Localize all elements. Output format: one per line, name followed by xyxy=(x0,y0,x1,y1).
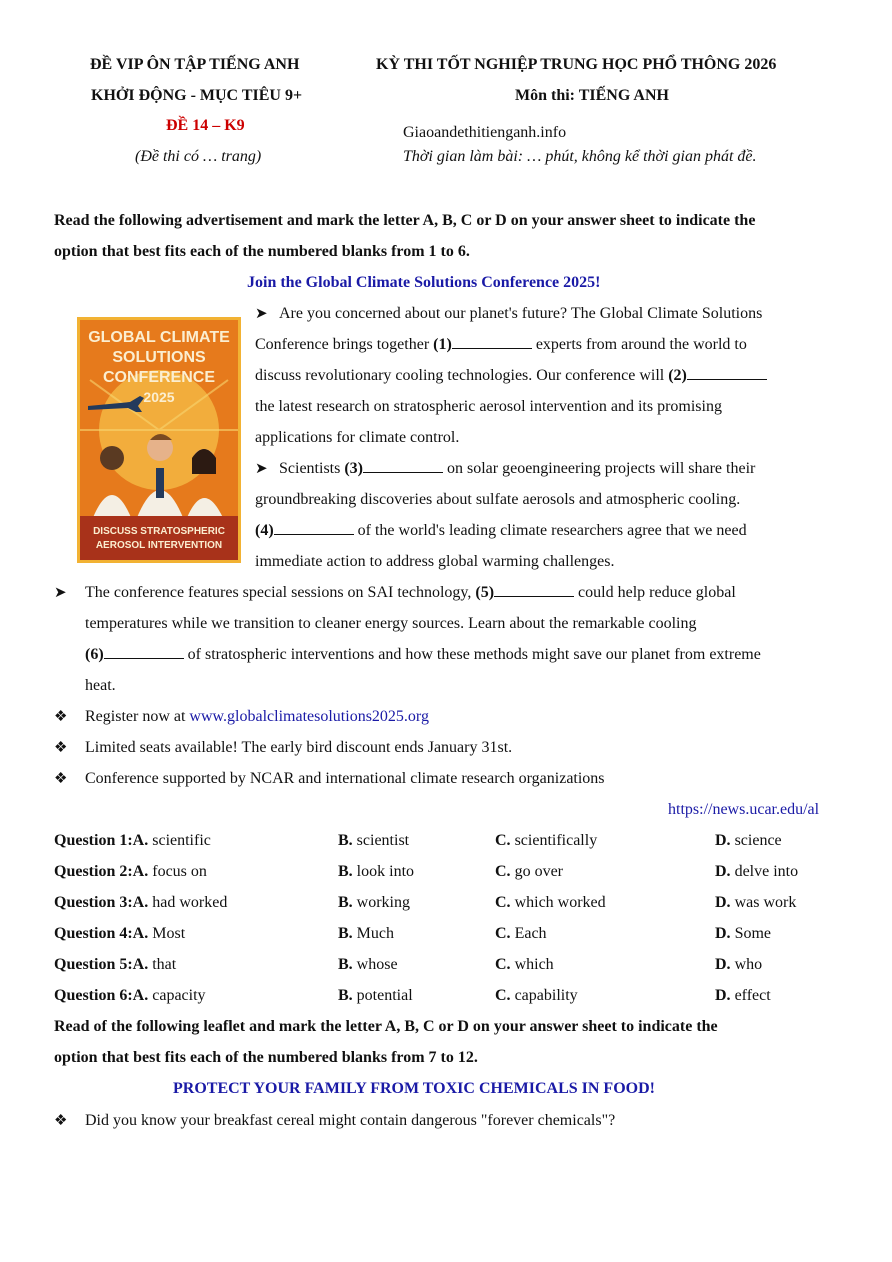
option-letter: D. xyxy=(715,832,731,849)
option-text: had worked xyxy=(152,894,228,911)
para1-line5: applications for climate control. xyxy=(255,429,460,446)
blank-5-number: (5) xyxy=(475,584,495,601)
option-text: Most xyxy=(152,925,186,942)
option-letter: A. xyxy=(132,925,149,942)
question-1-option-b[interactable] xyxy=(338,825,409,856)
diamond-bullet-icon: ❖ xyxy=(54,709,68,725)
para2-line2: groundbreaking discoveries about sulfate aerosols and atmospheric cooling. xyxy=(255,491,741,508)
option-text: which xyxy=(514,956,554,973)
option-letter: C. xyxy=(495,987,511,1004)
option-text: scientifically xyxy=(514,832,598,849)
question-4-option-b[interactable] xyxy=(338,918,394,949)
option-text: effect xyxy=(734,987,771,1004)
option-letter: C. xyxy=(495,894,511,911)
option-text: Much xyxy=(356,925,394,942)
question-label: Question 6: xyxy=(54,987,133,1004)
question-5-option-c[interactable] xyxy=(495,949,554,980)
blank-1[interactable] xyxy=(452,334,532,349)
diamond-bullet-icon: ❖ xyxy=(54,740,68,756)
svg-text:DISCUSS STRATOSPHERIC: DISCUSS STRATOSPHERIC xyxy=(93,526,225,537)
option-text: which worked xyxy=(514,894,606,911)
blank-5[interactable] xyxy=(494,582,574,597)
question-1-option-c[interactable] xyxy=(495,825,597,856)
blank-2[interactable] xyxy=(687,365,767,380)
option-letter: D. xyxy=(715,894,731,911)
para1-line1: ➤ Are you concerned about our planet's future? The Global Climate Solutions xyxy=(255,298,762,330)
question-6-option-a[interactable] xyxy=(54,980,206,1011)
blank-1-number: (1) xyxy=(433,336,452,353)
question-label: Question 3: xyxy=(54,894,133,911)
option-letter: B. xyxy=(338,863,353,880)
time-note: Thời gian làm bài: … phút, không kể thời gian phát đề. xyxy=(403,148,757,165)
blank-4[interactable] xyxy=(274,520,354,535)
instruction2-line-2: option that best fits each of the numbered blanks from 7 to 12. xyxy=(54,1049,478,1066)
support-bullet: ❖ Conference supported by NCAR and international climate research organizations xyxy=(54,763,605,795)
option-letter: C. xyxy=(495,863,511,880)
option-letter: A. xyxy=(132,894,149,911)
question-4-option-c[interactable] xyxy=(495,918,547,949)
page-count-note: (Đề thi có … trang) xyxy=(135,148,262,165)
question-3-option-d[interactable] xyxy=(715,887,796,918)
question-5-option-b[interactable] xyxy=(338,949,398,980)
register-link[interactable]: www.globalclimatesolutions2025.org xyxy=(189,708,429,725)
question-5-option-a[interactable] xyxy=(54,949,176,980)
question-2-option-d[interactable] xyxy=(715,856,798,887)
exam-code: ĐỀ 14 – K9 xyxy=(166,117,245,134)
blank-6-number: (6) xyxy=(85,646,104,663)
question-1-option-a[interactable] xyxy=(54,825,211,856)
question-2-option-b[interactable] xyxy=(338,856,414,887)
option-letter: B. xyxy=(338,925,353,942)
seats-bullet: ❖ Limited seats available! The early bird discount ends January 31st. xyxy=(54,732,512,764)
diamond-bullet-icon: ❖ xyxy=(54,771,68,787)
exam-subject: Môn thi: TIẾNG ANH xyxy=(515,87,669,104)
option-text: scientific xyxy=(152,832,211,849)
arrow-bullet-icon: ➤ xyxy=(255,461,268,477)
header-left-line2: KHỞI ĐỘNG - MỤC TIÊU 9+ xyxy=(91,87,303,104)
exam-title: KỲ THI TỐT NGHIỆP TRUNG HỌC PHỔ THÔNG 2026 xyxy=(376,56,777,73)
option-letter: D. xyxy=(715,987,731,1004)
question-4-option-d[interactable] xyxy=(715,918,771,949)
option-letter: B. xyxy=(338,894,353,911)
question-6-option-d[interactable] xyxy=(715,980,771,1011)
para3-line3: (6) of stratospheric interventions and how these methods might save our planet from extreme xyxy=(85,646,761,663)
question-4-option-a[interactable] xyxy=(54,918,185,949)
option-text: capability xyxy=(514,987,578,1004)
option-letter: D. xyxy=(715,956,731,973)
leaflet-bullet-1: ❖ Did you know your breakfast cereal might contain dangerous "forever chemicals"? xyxy=(54,1105,615,1137)
para1-line2: Conference brings together (1) experts from around the world to xyxy=(255,336,747,353)
option-letter: B. xyxy=(338,832,353,849)
arrow-bullet-icon: ➤ xyxy=(255,306,268,322)
option-text: was work xyxy=(734,894,797,911)
option-letter: C. xyxy=(495,925,511,942)
question-3-option-c[interactable] xyxy=(495,887,606,918)
para1-line3: discuss revolutionary cooling technologies. Our conference will (2) xyxy=(255,360,767,391)
poster-illustration xyxy=(80,320,238,560)
instruction2-line-1: Read of the following leaflet and mark the letter A, B, C or D on your answer sheet to indicate the xyxy=(54,1018,718,1035)
option-letter: B. xyxy=(338,956,353,973)
option-letter: A. xyxy=(132,832,149,849)
svg-text:SOLUTIONS: SOLUTIONS xyxy=(112,349,206,366)
question-2-option-a[interactable] xyxy=(54,856,207,887)
question-5-option-d[interactable] xyxy=(715,949,762,980)
option-letter: D. xyxy=(715,925,731,942)
question-6-option-c[interactable] xyxy=(495,980,578,1011)
blank-2-number: (2) xyxy=(668,367,687,384)
option-letter: B. xyxy=(338,987,353,1004)
option-text: delve into xyxy=(734,863,799,880)
header-left-line1: ĐỀ VIP ÔN TẬP TIẾNG ANH xyxy=(90,56,300,73)
blank-4-number: (4) xyxy=(255,522,274,539)
para2-line4: immediate action to address global warming challenges. xyxy=(255,553,615,570)
blank-3-number: (3) xyxy=(344,460,363,477)
svg-text:GLOBAL CLIMATE: GLOBAL CLIMATE xyxy=(88,329,230,346)
para2-line3: (4) of the world's leading climate researchers agree that we need xyxy=(255,522,747,539)
site-name: Giaoandethitienganh.info xyxy=(403,124,567,141)
question-label: Question 1: xyxy=(54,832,133,849)
question-6-option-b[interactable] xyxy=(338,980,413,1011)
option-letter: C. xyxy=(495,832,511,849)
option-letter: A. xyxy=(132,956,149,973)
option-text: Each xyxy=(514,925,547,942)
instruction-line-2: option that best fits each of the numbered blanks from 1 to 6. xyxy=(54,243,470,260)
option-text: potential xyxy=(356,987,413,1004)
question-1-option-d[interactable] xyxy=(715,825,782,856)
svg-text:CONFERENCE: CONFERENCE xyxy=(102,369,216,386)
option-text: that xyxy=(152,956,177,973)
option-text: who xyxy=(734,956,763,973)
option-letter: A. xyxy=(132,987,149,1004)
option-text: go over xyxy=(514,863,563,880)
instruction-line-1: Read the following advertisement and mark the letter A, B, C or D on your answer sheet to indicate the xyxy=(54,212,756,229)
question-2-option-c[interactable] xyxy=(495,856,563,887)
question-3-option-b[interactable] xyxy=(338,887,410,918)
option-letter: C. xyxy=(495,956,511,973)
source-link[interactable]: https://news.ucar.edu/al xyxy=(668,801,820,818)
option-letter: A. xyxy=(132,863,149,880)
option-text: focus on xyxy=(152,863,207,880)
question-label: Question 4: xyxy=(54,925,133,942)
para3-line1: ➤ The conference features special sessions on SAI technology, (5) could help reduce global xyxy=(54,577,736,609)
blank-6[interactable] xyxy=(104,644,184,659)
svg-text:AEROSOL INTERVENTION: AEROSOL INTERVENTION xyxy=(95,540,223,551)
para3-line4: heat. xyxy=(85,677,116,694)
option-letter: D. xyxy=(715,863,731,880)
option-text: Some xyxy=(734,925,772,942)
question-label: Question 2: xyxy=(54,863,133,880)
para1-line4: the latest research on stratospheric aerosol intervention and its promising xyxy=(255,398,722,415)
svg-text:2025: 2025 xyxy=(143,389,175,405)
blank-3[interactable] xyxy=(363,458,443,473)
advertisement-title: Join the Global Climate Solutions Conference 2025! xyxy=(247,274,601,291)
leaflet-title: PROTECT YOUR FAMILY FROM TOXIC CHEMICALS IN FOOD! xyxy=(173,1080,655,1097)
option-text: look into xyxy=(356,863,415,880)
diamond-bullet-icon: ❖ xyxy=(54,1113,68,1129)
conference-poster-image xyxy=(77,317,241,563)
option-text: scientist xyxy=(356,832,410,849)
option-text: whose xyxy=(356,956,398,973)
option-text: capacity xyxy=(152,987,206,1004)
register-bullet: ❖ Register now at www.globalclimatesolutions2025.org xyxy=(54,701,429,733)
para2-line1: ➤ Scientists (3) on solar geoengineering projects will share their xyxy=(255,453,755,485)
option-text: working xyxy=(356,894,410,911)
para3-line2: temperatures while we transition to cleaner energy sources. Learn about the remarkable cooling xyxy=(85,615,697,632)
option-text: science xyxy=(734,832,782,849)
question-label: Question 5: xyxy=(54,956,133,973)
question-3-option-a[interactable] xyxy=(54,887,227,918)
arrow-bullet-icon: ➤ xyxy=(54,585,67,601)
